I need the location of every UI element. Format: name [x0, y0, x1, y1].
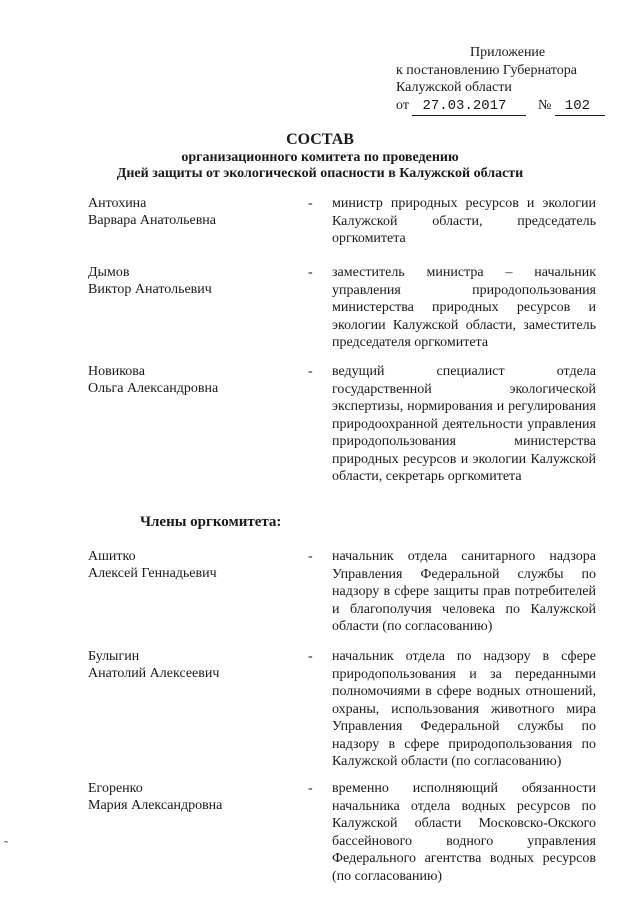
person-surname: Антохина [88, 196, 147, 211]
person-name [88, 363, 218, 397]
person-given-names: Мария Александровна [88, 798, 223, 813]
dash: - [308, 549, 313, 564]
appendix-block [396, 44, 605, 116]
person-surname: Дымов [88, 265, 130, 280]
person-surname: Булыгин [88, 649, 140, 664]
dash: - [308, 781, 313, 796]
person-role: заместитель министра – начальник управления природопользования министерства природных ресурсов и экологии Калужской области, заместитель председателя оргкомитета [332, 265, 596, 350]
person-given-names: Ольга Александровна [88, 381, 219, 396]
dash: - [308, 196, 313, 211]
person-surname: Ашитко [88, 549, 136, 564]
title-main: СОСТАВ [286, 131, 354, 148]
appendix-date-line [396, 97, 605, 117]
person-given-names: Варвара Анатольевна [88, 213, 217, 228]
title-line-3: Дней защиты от экологической опасности в Калужской области [116, 166, 524, 181]
person-role: начальник отдела по надзору в сфере природопользования и за переданными полномочиями в сфере водных отношений, охраны, использования животного мира Управления Федеральной службы по надзору в сфере природопользования по Калужской области (по согласованию) [332, 649, 596, 769]
appendix-label: Приложение [470, 45, 546, 60]
title-line-2: организационного комитета по проведению [181, 150, 459, 165]
dash: - [308, 265, 313, 280]
person-given-names: Алексей Геннадьевич [88, 566, 217, 581]
person-role: министр природных ресурсов и экологии Калужской области, председатель оргкомитета [332, 196, 596, 246]
person-given-names: Виктор Анатольевич [88, 282, 212, 297]
person-name [88, 648, 219, 682]
person-role: временно исполняющий обязанности начальника отдела водных ресурсов по Калужской области Московско-Окского бассейнового водного управления Федерального агентства водных ресурсов (по согласованию) [332, 781, 596, 884]
person-name [88, 195, 216, 229]
appendix-region: Калужской области [396, 80, 512, 95]
person-surname: Новикова [88, 364, 145, 379]
appendix-decree: к постановлению Губернатора [396, 62, 577, 78]
person-name [88, 548, 217, 582]
decree-number: 102 [555, 98, 605, 117]
decree-date: 27.03.2017 [412, 98, 526, 117]
person-name [88, 264, 212, 298]
date-prefix: от [396, 97, 409, 113]
person-surname: Егоренко [88, 781, 143, 796]
person-role: ведущий специалист отдела государственной экологической экспертизы, нормирования и регулирования природоохранной деятельности управления природопользования министерства природных ресурсов и экологии Калужской области, секретарь оргкомитета [332, 364, 596, 484]
scan-mark: ˜ [4, 838, 8, 852]
dash: - [308, 649, 313, 664]
members-heading: Члены оргкомитета: [140, 514, 282, 530]
number-prefix: № [537, 97, 552, 113]
document-title [0, 132, 640, 182]
person-given-names: Анатолий Алексеевич [88, 666, 220, 681]
person-role: начальник отдела санитарного надзора Управления Федеральной службы по надзору в сфере защиты прав потребителей и благополучия человека по Калужской области (по согласованию) [332, 549, 596, 634]
person-name [88, 780, 222, 814]
dash: - [308, 364, 313, 379]
